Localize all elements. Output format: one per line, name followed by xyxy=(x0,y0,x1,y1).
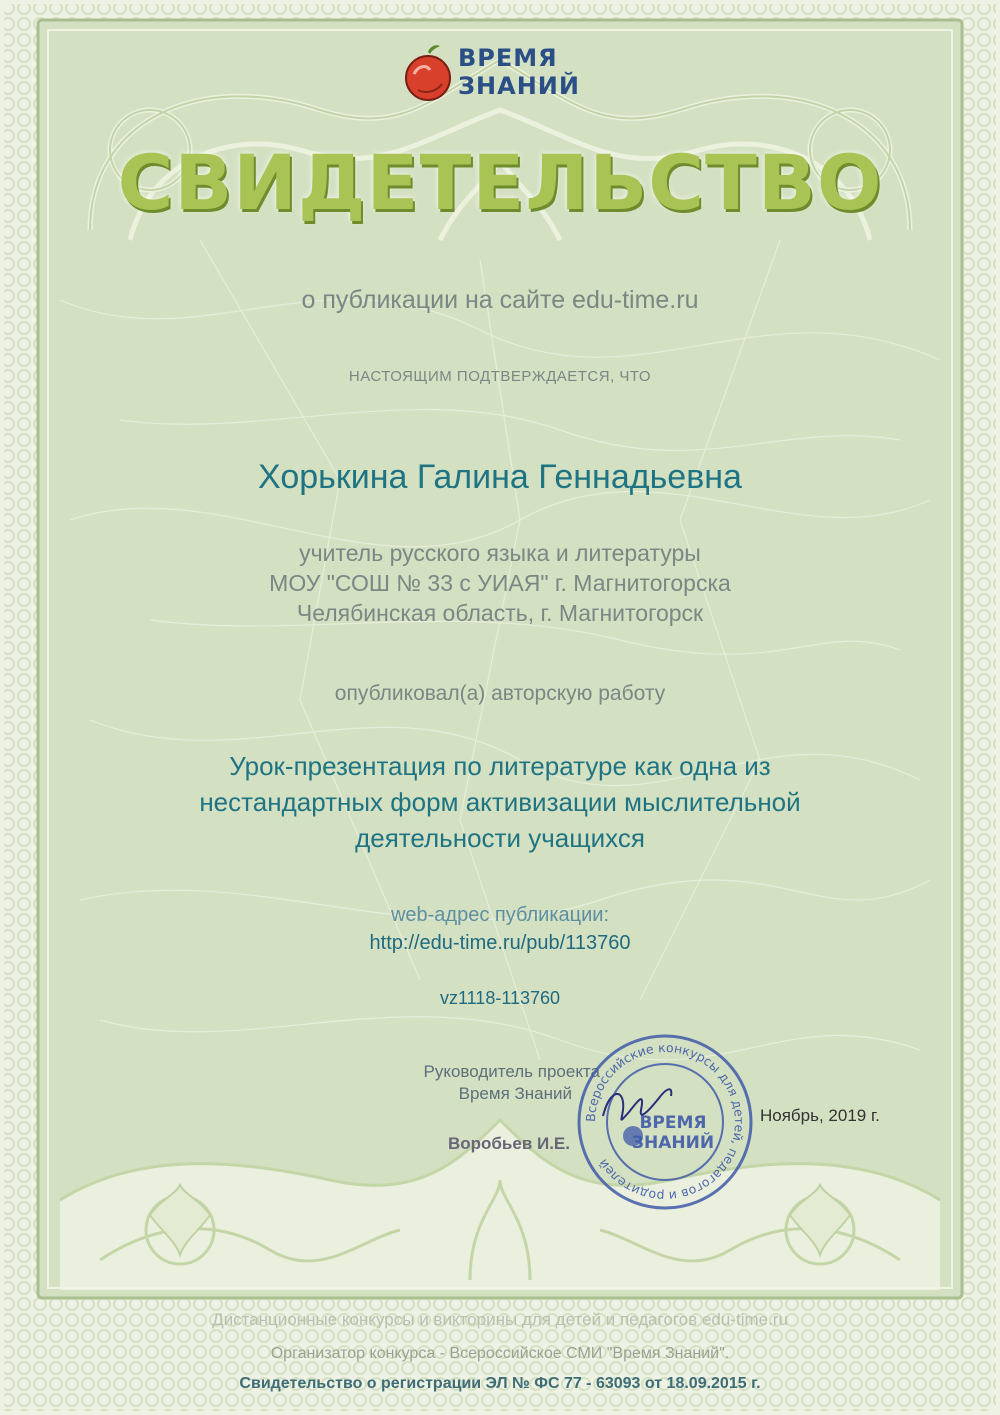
detail-line: Челябинская область, г. Магнитогорск xyxy=(296,600,704,626)
recipient-details xyxy=(0,538,1000,628)
detail-line: МОУ "СОШ № 33 с УИАЯ" г. Магнитогорска xyxy=(269,570,731,596)
work-title-line: Урок-презентация по литературе как одна из xyxy=(229,751,771,781)
stamp-center-line-1: ВРЕМЯ xyxy=(639,1113,707,1133)
footer-registration: Свидетельство о регистрации ЭЛ № ФС 77 - 63093 от 18.09.2015 г. xyxy=(239,1375,761,1392)
work-title-line: нестандартных форм активизации мыслительной xyxy=(199,787,801,817)
project-head-label: Руководитель проекта xyxy=(423,1062,600,1081)
apple-icon xyxy=(400,44,456,104)
publication-url-link[interactable]: http://edu-time.ru/pub/113760 xyxy=(369,932,631,954)
detail-line: учитель русского языка и литературы xyxy=(299,540,701,566)
stamp-center-line-2: ЗНАНИЙ xyxy=(631,1133,715,1153)
work-title-line: деятельности учащихся xyxy=(355,823,645,853)
confirm-text: НАСТОЯЩИМ ПОДТВЕРЖДАЕТСЯ, ЧТО xyxy=(348,368,652,385)
stamp-ring-text: Всероссийские конкурсы для детей, педагогов и родителей xyxy=(582,1039,748,1205)
footer-line-2: Организатор конкурса - Всероссийское СМИ "Время Знаний". xyxy=(270,1345,730,1362)
web-address-label: web-адрес публикации: xyxy=(390,904,610,926)
work-title xyxy=(0,748,1000,856)
official-stamp xyxy=(575,1032,755,1212)
footer-line-1: Дистанционные конкурсы и викторины для детей и педагогов edu-time.ru xyxy=(212,1310,788,1329)
issue-date: Ноябрь, 2019 г. xyxy=(760,1106,880,1125)
logo-line-1: ВРЕМЯ xyxy=(458,44,558,72)
recipient-name: Хорькина Галина Геннадьевна xyxy=(258,458,742,496)
logo-line-2: ЗНАНИЙ xyxy=(458,72,580,100)
subtitle: о публикации на сайте edu-time.ru xyxy=(301,286,699,314)
logo xyxy=(400,40,600,110)
certificate-code: vz1118-113760 xyxy=(439,988,561,1008)
certificate-title: СВИДЕТЕЛЬСТВО xyxy=(117,138,883,227)
published-text: опубликовал(а) авторскую работу xyxy=(334,682,666,705)
head-signature-name: Воробьев И.Е. xyxy=(447,1134,570,1153)
project-name-label: Время Знаний xyxy=(458,1084,572,1103)
